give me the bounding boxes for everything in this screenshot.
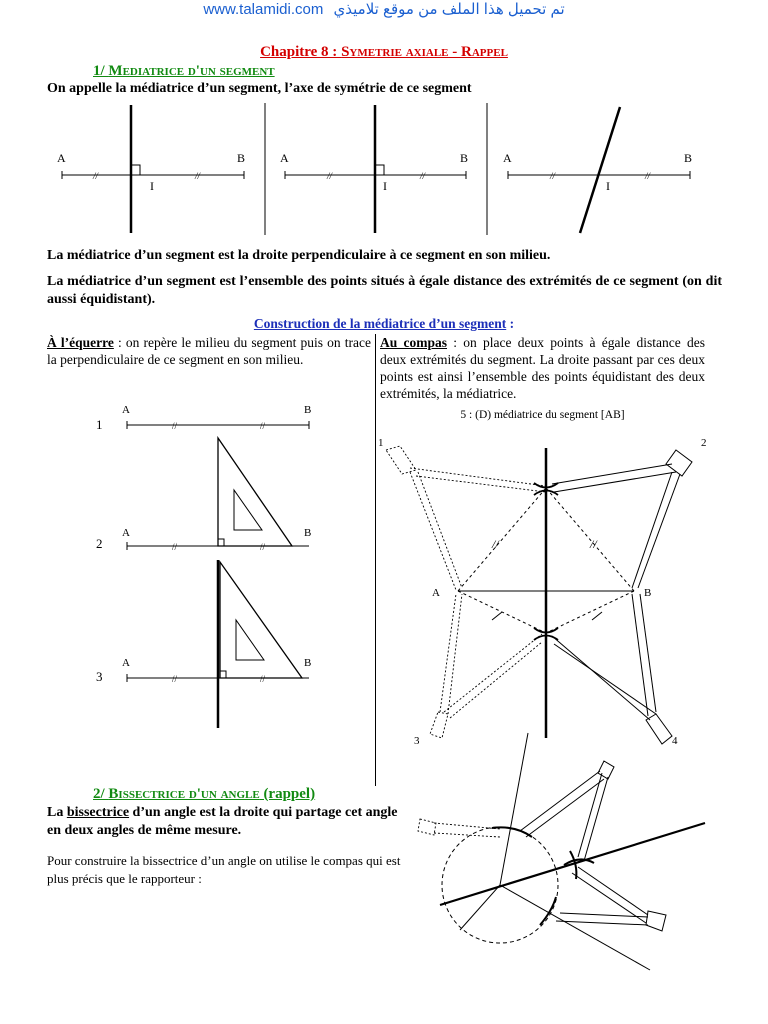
- label-b: B: [237, 151, 246, 165]
- figure-1: [57, 105, 245, 233]
- compass-number: 2: [701, 437, 706, 449]
- angle-ray: [500, 733, 528, 885]
- svg-text://: //: [195, 171, 201, 181]
- chapter-title: [0, 44, 768, 61]
- def-word: bissectrice: [66, 805, 130, 820]
- svg-text://: //: [172, 542, 178, 552]
- construction-title-colon: :: [506, 316, 515, 331]
- svg-text://: //: [260, 421, 266, 431]
- mediatrice-figures: [0, 95, 768, 245]
- svg-text://: //: [420, 171, 426, 181]
- oblique-line: [580, 107, 620, 233]
- site-link[interactable]: www.talamidi.com: [203, 1, 324, 18]
- construction-title-text: Construction de la médiatrice d’un segment: [253, 316, 507, 331]
- section2-number: 2/: [93, 786, 109, 802]
- section2-title: Bissectrice d'un angle: [108, 786, 260, 802]
- step-number: 2: [96, 536, 103, 551]
- right-angle-mark: [131, 165, 140, 175]
- svg-text://: //: [172, 421, 178, 431]
- property-2: La médiatrice d’un segment est l’ensemble des points situés à égale distance des extrémités de ce segment (on dit aussi équidistant).: [47, 274, 722, 307]
- label-i: I: [606, 179, 610, 193]
- site-header: [0, 0, 768, 22]
- def-post: d’un angle est la droite qui partage cet angle en deux angles de même mesure.: [47, 805, 398, 838]
- compass-1: [386, 446, 546, 590]
- equerre-description: [47, 334, 371, 368]
- compass-3: [430, 594, 542, 738]
- title-prefix: Chapitre 8 :: [260, 44, 342, 60]
- compass-left: [418, 819, 500, 837]
- compas-label: Au compas: [380, 335, 448, 350]
- construction-title: [0, 316, 768, 332]
- equerre-text: : on repère le milieu du segment puis on trace la perpendiculaire de ce segment en son milieu.: [47, 335, 372, 367]
- property-1: La médiatrice d’un segment est la droite perpendiculaire à ce segment en son milieu.: [47, 248, 551, 263]
- section1-number: 1/: [93, 63, 109, 79]
- title-main: Symetrie axiale: [341, 44, 449, 60]
- svg-text://: //: [327, 171, 333, 181]
- section1-heading: [93, 63, 275, 80]
- svg-text://: //: [645, 171, 651, 181]
- step-number: 3: [96, 669, 103, 684]
- label-a: A: [280, 151, 289, 165]
- label-i: I: [150, 179, 154, 193]
- svg-text://: //: [260, 542, 266, 552]
- label-b: B: [460, 151, 469, 165]
- compass-2: [552, 450, 692, 588]
- svg-text://: //: [590, 537, 597, 551]
- svg-text:B: B: [304, 404, 312, 416]
- compass-figure: [376, 428, 706, 750]
- svg-text:A: A: [122, 527, 130, 539]
- compas-description: [380, 334, 705, 402]
- compass-number: 4: [672, 735, 678, 747]
- bissectrice-figure: [400, 725, 710, 975]
- svg-text:B: B: [304, 527, 312, 539]
- compass-number: 3: [414, 735, 420, 747]
- svg-text://: //: [93, 171, 99, 181]
- title-sep: -: [448, 44, 462, 60]
- angle-ray: [500, 885, 650, 970]
- svg-text:B: B: [644, 587, 652, 599]
- bissectrice-instruction: Pour construire la bissectrice d’un angle on utilise le compas qui est plus précis que le rapporteur :: [47, 853, 401, 886]
- compass-caption: 5 : (D) médiatrice du segment [AB]: [460, 409, 625, 421]
- svg-text:B: B: [304, 657, 312, 669]
- svg-text:A: A: [432, 587, 440, 599]
- section2-heading: [93, 786, 315, 803]
- compas-text: : on place deux points à égale distance des deux extrémités du segment. La droite passant par ces deux points est ainsi l’ensemble des points équidistant des deux extrémités, la médiatrice.: [380, 335, 705, 401]
- compass-top: [520, 761, 614, 861]
- section2-paren: (rappel): [259, 786, 316, 802]
- svg-text:A: A: [122, 657, 130, 669]
- section1-title: Mediatrice d'un segment: [108, 63, 275, 79]
- equerre-figures: [80, 398, 330, 743]
- label-a: A: [503, 151, 512, 165]
- set-square: [218, 438, 292, 546]
- compass-bottom: [556, 867, 666, 931]
- section1-definition: On appelle la médiatrice d’un segment, l’axe de symétrie de ce segment: [47, 81, 472, 96]
- equerre-label: À l’équerre: [47, 335, 114, 350]
- bisector-line: [440, 823, 705, 905]
- figure-2: [280, 105, 468, 233]
- svg-text://: //: [550, 171, 556, 181]
- svg-text://: //: [260, 674, 266, 684]
- arabic-header-text: تم تحميل هذا الملف من موقع تلاميذي: [333, 1, 565, 18]
- svg-text:A: A: [122, 404, 130, 416]
- bissectrice-definition: [47, 804, 402, 840]
- svg-text://: //: [172, 674, 178, 684]
- figure-3: [503, 107, 692, 233]
- label-b: B: [684, 151, 693, 165]
- svg-text://: //: [492, 537, 499, 551]
- set-square: [220, 562, 302, 678]
- step-number: 1: [96, 417, 103, 432]
- right-angle-mark: [375, 165, 384, 175]
- def-pre: La: [47, 805, 67, 820]
- label-a: A: [57, 151, 66, 165]
- title-suffix: Rappel: [461, 44, 508, 60]
- compass-4: [552, 594, 672, 744]
- label-i: I: [383, 179, 387, 193]
- compass-number: 1: [378, 437, 384, 449]
